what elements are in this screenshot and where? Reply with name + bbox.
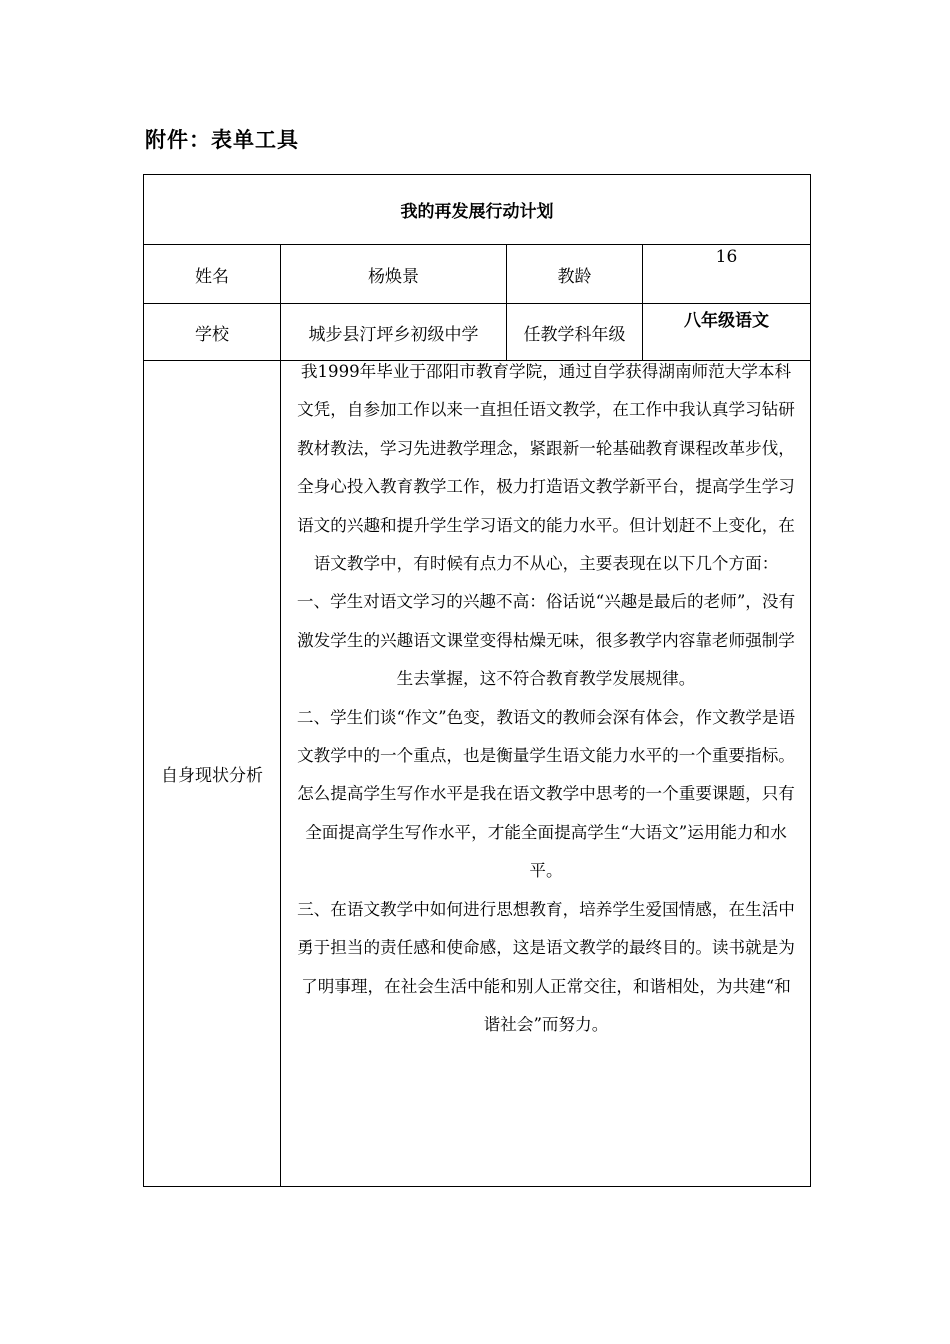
page-heading: 附件：表单工具 bbox=[145, 128, 299, 152]
form-title: 我的再发展行动计划 bbox=[400, 202, 554, 222]
analysis-paragraph: 二、学生们谈“作文”色变，教语文的教师会深有体会，作文教学是语文教学中的一个重点，也是衡量学生语文能力水平的一个重要指标。怎么提高学生写作水平是我在语文教学中思考的一个重要课题，只有全面提高学生写作水平，才能全面提高学生“大语文”运用能力和水平。 bbox=[296, 707, 796, 881]
analysis-paragraph: 三、在语文教学中如何进行思想教育，培养学生爱国情感，在生活中勇于担当的责任感和使命感，这是语文教学的最终目的。读书就是为了明事理，在社会生活中能和别人正常交往，和谐相处，为共建“和谐社会”而努力。 bbox=[297, 899, 795, 1034]
subject-label: 任教学科年级 bbox=[523, 324, 626, 345]
teaching-years-label: 教龄 bbox=[557, 266, 592, 287]
school-value: 城步县汀坪乡初级中学 bbox=[308, 324, 479, 345]
subject-value: 八年级语文 bbox=[684, 311, 769, 331]
teaching-years-value: 16 bbox=[715, 247, 738, 267]
action-plan-form bbox=[143, 174, 811, 1187]
analysis-paragraph: 我1999年毕业于邵阳市教育学院，通过自学获得湖南师范大学本科文凭，自参加工作以来一直担任语文教学，在工作中我认真学习钻研教材教法，学习先进教学理念，紧跟新一轮基础教育课程改革步伐，全身心投入教育教学工作，极力打造语文教学新平台，提高学生学习语文的兴趣和提升学生学习语文的能力水平。但计划赶不上变化，在语文教学中，有时候有点力不从心，主要表现在以下几个方面： bbox=[297, 362, 795, 574]
analysis-content bbox=[281, 353, 811, 1044]
analysis-label: 自身现状分析 bbox=[161, 766, 263, 786]
name-value: 杨焕景 bbox=[368, 266, 419, 287]
analysis-paragraph: 一、学生对语文学习的兴趣不高：俗话说“兴趣是最后的老师”，没有激发学生的兴趣语文课堂变得枯燥无味，很多教学内容靠老师强制学生去掌握，这不符合教育教学发展规律。 bbox=[296, 592, 796, 689]
school-label: 学校 bbox=[195, 324, 229, 345]
name-label: 姓名 bbox=[195, 266, 229, 287]
